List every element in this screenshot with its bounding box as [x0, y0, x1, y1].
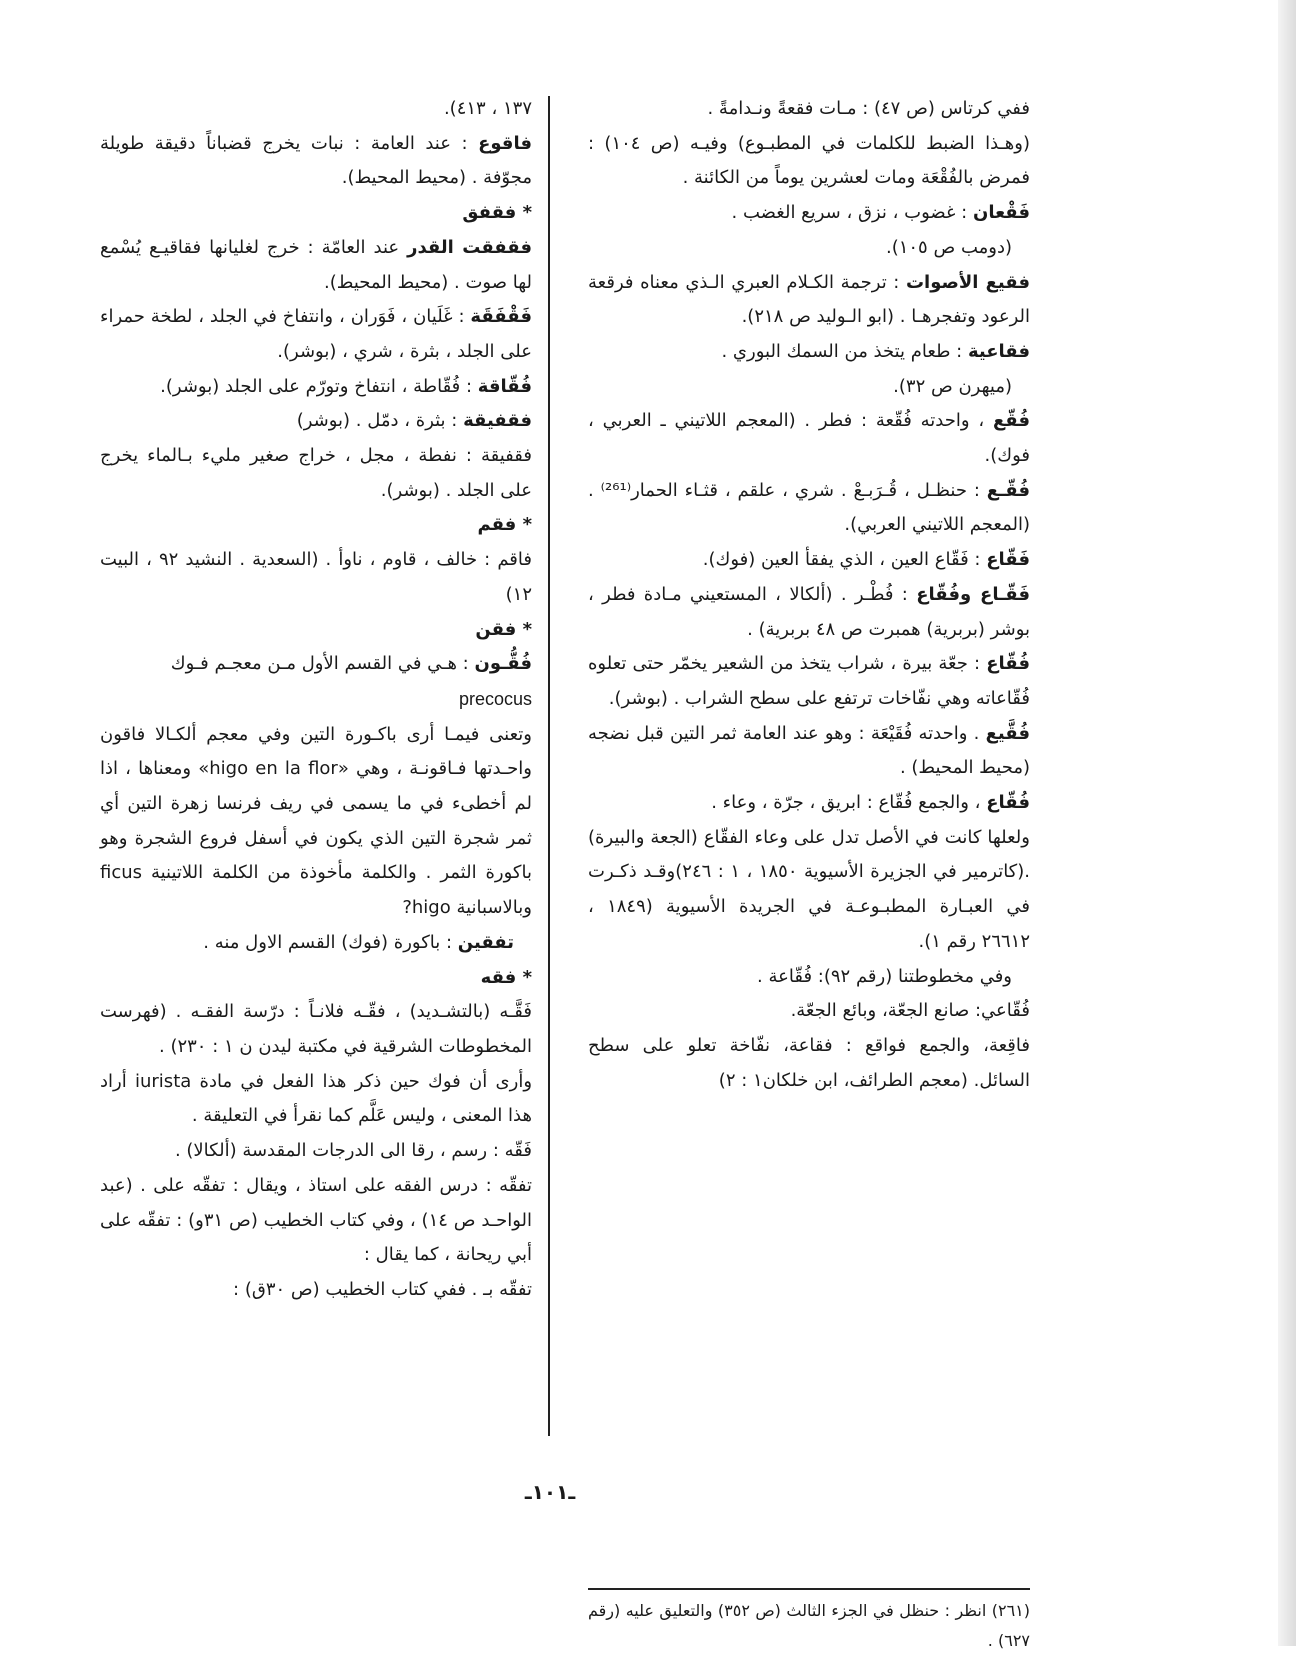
entry-text: : فُطْـر . (ألكالا ، المستعيني مـادة فطر ، بوشر (بربرية) همبرت ص ٤٨ بربرية) .: [588, 583, 1030, 640]
entry-paragraph: [588, 196, 1030, 231]
entry-text: فقفيقة : نفطة ، مجل ، خراج صغير مليء بـالماء يخرج على الجلد . (بوشر).: [100, 445, 532, 501]
entry-text: (دومب ص ١٠٥).: [885, 236, 1012, 258]
entry-text: ففي كرتاس (ص ٤٧) : مـات فقعةً ونـدامةً .: [707, 98, 1030, 119]
page-number: ـ١٠١ـ: [524, 1480, 576, 1504]
entry-paragraph: [588, 543, 1030, 578]
entry-headword: فُقّع: [992, 410, 1030, 432]
entry-text: : عند العامة : نبات يخرج قضباناً دقيقة طويلة مجوّفة . (محيط المحيط).: [100, 132, 532, 189]
entry-paragraph: [588, 960, 1030, 995]
entry-paragraph: [100, 718, 532, 926]
entry-paragraph: [588, 1029, 1030, 1098]
entry-paragraph: [588, 994, 1030, 1029]
entry-text: (وهـذا الضبط للكلمات في المطبـوع) وفيـه (ص ١٠٤) : فمرض بالفُقْعَة ومات لعشرين يوماً من الكائنة .: [588, 132, 1030, 189]
entry-text: ، والجمع فُقّاع : ابريق ، جرّة ، وعاء .: [711, 792, 987, 814]
entry-paragraph: [100, 404, 532, 439]
entry-text: . واحدته فُقَيْعَة : وهو عند العامة ثمر التين قبل نضجه (محيط المحيط) .: [588, 722, 1030, 779]
entry-text: عند العامّة : خرج لغليانها فقاقيـع يُسْمع لها صوت . (محيط المحيط).: [100, 236, 532, 293]
section-heading: * فقن: [475, 618, 532, 640]
entry-headword: فقاعية: [967, 340, 1030, 362]
entry-text: : بثرة ، دمّل . (بوشر): [296, 410, 464, 432]
footnote-rule: [588, 1588, 1030, 1590]
entry-text: فاقم : خالف ، قاوم ، ناوأ . (السعدية . النشيد ٩٢ ، البيت ١٢): [100, 549, 532, 605]
entry-paragraph: [100, 995, 532, 1064]
entry-headword: فَقْفَقَة: [470, 306, 532, 328]
entry-text: فَقَّـه (بالتشـديد) ، فقّـه فلانـاً : درّسة الفقـه . (فهرست المخطوطات الشرقية في مكتبة ليدن ن ١ : ٢٣٠) .: [100, 1001, 532, 1057]
entry-paragraph: [100, 439, 532, 508]
entry-headword: فقفيقة: [463, 410, 532, 432]
entry-text: ١٣٧ ، ٤١٣).: [443, 98, 532, 119]
right-column: [588, 92, 1030, 1098]
entry-text: (ميهرن ص ٣٢).: [893, 375, 1012, 397]
entry-text: تفقّه بـ . ففي كتاب الخطيب (ص ٣٠ق) :: [233, 1278, 532, 1300]
entry-headword: فَقْعان: [972, 202, 1030, 224]
entry-text: : غَلَيان ، فَوَران ، وانتفاخ في الجلد ، لطخة حمراء على الجلد ، بثرة ، شري ، (بوشر).: [100, 306, 532, 362]
entry-paragraph: [100, 1134, 532, 1169]
section-heading: * فقه: [480, 966, 532, 988]
entry-headword: فُقّاقة: [477, 375, 532, 397]
entry-text: : غضوب ، نزق ، سريع الغضب .: [731, 202, 973, 224]
entry-paragraph: [588, 647, 1030, 716]
entry-text: فاقِعة، والجمع فواقع : فقاعة، نفّاخة تعلو على سطح السائل. (معجم الطرائف، ابن خلكان١ : ٢): [588, 1034, 1030, 1091]
entry-headword: تفقين: [457, 931, 514, 953]
entry-headword: فقيع الأصوات: [905, 271, 1030, 293]
entry-text: : حنظـل ، قُـرَبـعْ . شري ، علقم ، قثـاء الحمار⁽²⁶¹⁾ . (المعجم اللاتيني العربي).: [588, 479, 1030, 536]
entry-text: تفقّه : درس الفقه على استاذ ، ويقال : تفقّه على . (عبد الواحـد ص ١٤) ، وفي كتاب الخطيب (ص ٣١و) : تفقّه على أبي ريحانة ، كما يقال :: [100, 1174, 532, 1266]
entry-paragraph: [100, 370, 532, 405]
entry-text: فَقّه : رسم ، رقا الى الدرجات المقدسة (ألكالا) .: [174, 1140, 532, 1162]
entry-paragraph: [100, 231, 532, 300]
entry-paragraph: [588, 578, 1030, 647]
entry-headword: فُقّـع: [986, 479, 1030, 501]
entry-headword: فَقّاع: [986, 549, 1030, 571]
entry-paragraph: [588, 370, 1030, 405]
entry-paragraph: [588, 92, 1030, 127]
entry-paragraph: [100, 647, 532, 717]
column-divider: [548, 96, 550, 1436]
section-heading: * فقفق: [462, 202, 532, 224]
entry-paragraph: [588, 231, 1030, 266]
entry-text: : فَقّاع العين ، الذي يفقأ العين (فوك).: [702, 549, 987, 571]
entry-text: وتعنى فيمـا أرى باكـورة التين وفي معجم ألكـالا فاقون واحـدتها فـاقونـة ، وهي «higo en la flor» ومعناها ، اذا لم أخطىء في ما يسمى في ريف فرنسا زهرة التين أي ثمر شجرة التين الذي يكون في أسفل فروع الشجرة وهو باكورة الثمر . والكلمة مأخوذة من الكلمة اللاتينية ficus وبالاسبانية higo?: [100, 723, 533, 919]
entry-paragraph: [100, 543, 532, 612]
entry-paragraph: [588, 717, 1030, 786]
entry-text: ، واحدته فُقّعة : فطر . (المعجم اللاتيني ـ العربي ، فوك).: [588, 410, 1030, 467]
entry-headword: فاقوع: [478, 132, 532, 154]
entry-paragraph: [588, 474, 1030, 543]
entry-headword: فُقّاع: [986, 792, 1030, 814]
entry-text: فُقّاعي: صانع الجعّة، وبائع الجعّة.: [790, 1000, 1030, 1022]
entry-text: : جعّة بيرة ، شراب يتخذ من الشعير يخمّر حتى تعلوه فُقّاعاته وهي نفّاخات ترتفع على سطح الشراب . (بوشر).: [588, 653, 1030, 709]
entry-paragraph: [100, 1169, 532, 1273]
entry-text: : فُقّاطة ، انتفاخ وتورّم على الجلد (بوشر).: [160, 375, 478, 397]
entry-headword: فُقّاع: [986, 653, 1030, 675]
entry-headword: فقفقت القدر: [407, 236, 532, 258]
entry-paragraph: [588, 127, 1030, 196]
entry-paragraph: [588, 404, 1030, 473]
entry-text: : باكورة (فوك) القسم الاول منه .: [203, 931, 458, 953]
entry-headword: فَقّـاع وفُقّاع: [916, 583, 1030, 605]
entry-headword: فُقَّيع: [985, 722, 1030, 744]
entry-text: ولعلها كانت في الأصل تدل على وعاء الفقّاع (الجعة والبيرة) .(كاترمير في الجزيرة الأسيوية ١٨٥٠ ، ١ : ٢٤٦)وقـد ذكـرت في العبـارة المطبـوعـة في الجريدة الأسيوية (١٨٤٩ ، ٢٦٦١٢ رقم ١).: [588, 826, 1031, 952]
footnotes: [588, 1596, 1030, 1656]
entry-text: : هـي في القسم الأول مـن معجـم فـوك: [170, 653, 475, 675]
entry-paragraph: [588, 786, 1030, 821]
entry-paragraph: [100, 1065, 532, 1134]
left-column: [100, 92, 532, 1308]
entry-paragraph: [100, 300, 532, 369]
entry-paragraph: [100, 127, 532, 196]
entry-headword: فُقُّـون: [474, 653, 532, 675]
entry-paragraph: [100, 926, 532, 961]
entry-text: : طعام يتخذ من السمك البوري .: [721, 340, 968, 362]
entry-paragraph: [588, 266, 1030, 335]
entry-text: وأرى أن فوك حين ذكر هذا الفعل في مادة iurista أراد هذا المعنى ، وليس عَلَّم كما نقرأ في التعليقة .: [100, 1070, 533, 1127]
latin-term: precocus: [458, 688, 532, 709]
section-heading: * فقم: [477, 514, 532, 536]
entry-paragraph: [588, 335, 1030, 370]
entry-text: : ترجمة الكـلام العبري الـذي معناه فرقعة الرعود وتفجرهـا . (ابو الـوليد ص ٢١٨).: [588, 271, 1030, 328]
page-edge-shadow: [1278, 0, 1296, 1646]
entry-paragraph: [100, 1273, 532, 1308]
entry-text: وفي مخطوطتنا (رقم ٩٢): فُقّاعة .: [757, 965, 1012, 987]
footnote: (٢٦١) انظر : حنظل في الجزء الثالث (ص ٣٥٢) والتعليق عليه (رقم ٦٢٧) .: [588, 1601, 1031, 1650]
entry-paragraph: [100, 92, 532, 127]
entry-paragraph: [588, 821, 1030, 960]
